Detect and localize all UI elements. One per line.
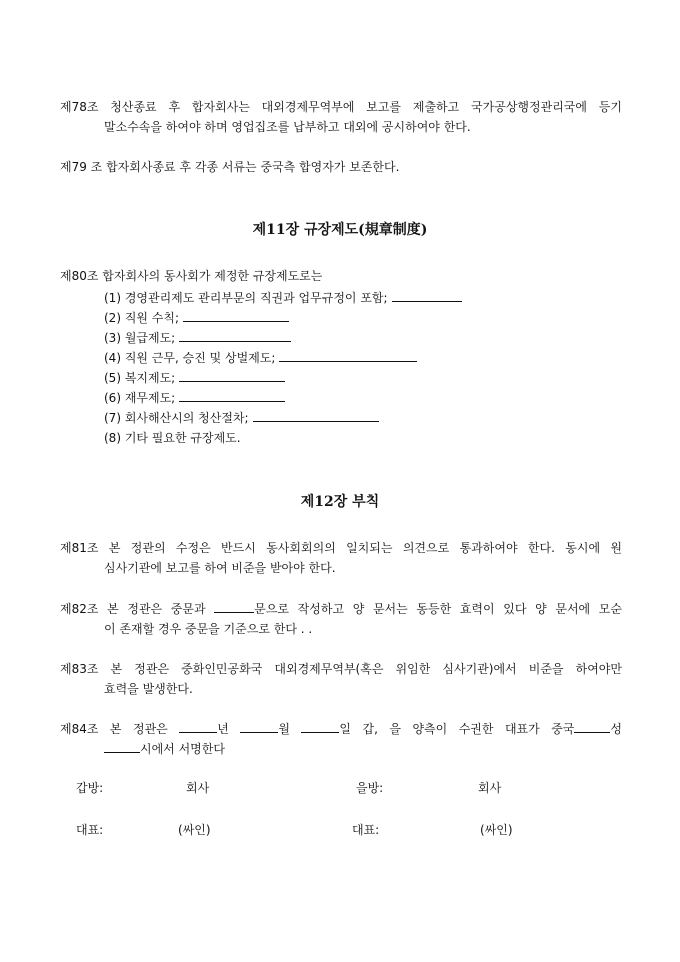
article-82-line2: 이 존재할 경우 중문을 기준으로 한다 . . xyxy=(104,622,313,636)
list-item-4 xyxy=(104,347,417,368)
rep-a-signature: (싸인) xyxy=(178,823,211,837)
article-84-line1 xyxy=(60,719,622,739)
article-81 xyxy=(60,538,622,578)
list-item-7-text: (7) 회사해산시의 청산절차; xyxy=(104,411,249,425)
article-83 xyxy=(60,659,622,699)
article-84 xyxy=(60,719,622,759)
article-83-line2: 효력을 발생한다. xyxy=(104,682,193,696)
party-b-label: 을방: xyxy=(356,781,384,795)
article-81-line1: 제81조 본 정관의 수정은 반드시 동사회회의의 일치되는 의견으로 통과하여야 한다. 동시에 원 xyxy=(60,541,622,555)
list-item-5 xyxy=(104,367,285,388)
list-item-8-text: (8) 기타 필요한 규장제도. xyxy=(104,431,241,445)
article-78-line1: 제78조 청산종료 후 합자회사는 대외경제무역부에 보고를 제출하고 국가공상행정관리국에 등기 xyxy=(60,100,622,114)
article-84-text-1: 제84조 본 정관은 xyxy=(60,722,168,736)
chapter-11-title: 제11장 규장제도(規章制度) xyxy=(252,222,428,238)
blank-line xyxy=(253,407,379,422)
article-79 xyxy=(60,157,622,177)
blank-line xyxy=(279,347,417,362)
article-82 xyxy=(60,599,622,639)
list-item-3 xyxy=(104,327,291,348)
list-item-3-text: (3) 월급제도; xyxy=(104,331,176,345)
party-a-label: 갑방: xyxy=(76,781,104,795)
article-82-text-a: 제82조 본 정관은 중문과 xyxy=(60,602,206,616)
article-84-line2 xyxy=(60,739,622,759)
list-item-2 xyxy=(104,307,289,328)
article-80-intro-text: 제80조 합자회사의 동사회가 제정한 규장제도로는 xyxy=(60,269,323,283)
article-78 xyxy=(60,97,622,137)
blank-line xyxy=(179,367,285,382)
blank-line xyxy=(179,719,217,733)
article-82-line1 xyxy=(60,599,622,619)
article-84-text-3: 월 xyxy=(278,722,290,736)
list-item-1-text: (1) 경영관리제도 관리부문의 직권과 업무규정이 포함; xyxy=(104,291,388,305)
article-79-line1: 제79 조 합자회사종료 후 각종 서류는 중국측 합영자가 보존한다. xyxy=(60,160,400,174)
party-b-company: 회사 xyxy=(478,781,502,795)
blank-line xyxy=(183,307,289,322)
list-item-6-text: (6) 재무제도; xyxy=(104,391,176,405)
blank-line xyxy=(214,599,254,613)
party-a-company: 회사 xyxy=(186,781,210,795)
article-84-line2-text: 시에서 서명한다 xyxy=(140,742,225,756)
blank-line xyxy=(392,287,462,302)
chapter-12-title: 제12장 부칙 xyxy=(300,494,380,510)
rep-b-label: 대표: xyxy=(352,823,380,837)
list-item-2-text: (2) 직원 수칙; xyxy=(104,311,180,325)
rep-a-label: 대표: xyxy=(76,823,104,837)
blank-line xyxy=(179,387,285,402)
blank-line xyxy=(240,719,278,733)
list-item-4-text: (4) 직원 근무, 승진 및 상벌제도; xyxy=(104,351,276,365)
article-84-text-2: 년 xyxy=(217,722,229,736)
blank-line xyxy=(301,719,339,733)
article-82-text-b: 문으로 작성하고 양 문서는 동등한 효력이 있다 양 문서에 모순 xyxy=(254,602,622,616)
article-78-line2: 말소수속을 하여야 하며 영업집조를 납부하고 대외에 공시하여야 한다. xyxy=(104,120,471,134)
rep-b-signature: (싸인) xyxy=(480,823,513,837)
blank-line xyxy=(104,739,140,753)
article-80-intro xyxy=(60,266,622,286)
list-item-7 xyxy=(104,407,379,428)
blank-line xyxy=(574,719,610,733)
list-item-1 xyxy=(104,287,462,308)
article-84-text-4: 일 갑, 을 양측이 수권한 대표가 중국 xyxy=(339,722,575,736)
article-81-line2: 심사기관에 보고를 하여 비준을 받아야 한다. xyxy=(104,561,336,575)
list-item-5-text: (5) 복지제도; xyxy=(104,371,176,385)
list-item-6 xyxy=(104,387,285,408)
list-item-8 xyxy=(104,428,241,448)
article-84-text-5: 성 xyxy=(610,722,622,736)
article-83-line1: 제83조 본 정관은 중화인민공화국 대외경제무역부(혹은 위임한 심사기관)에서 비준을 하여야만 xyxy=(60,662,622,676)
blank-line xyxy=(179,327,291,342)
